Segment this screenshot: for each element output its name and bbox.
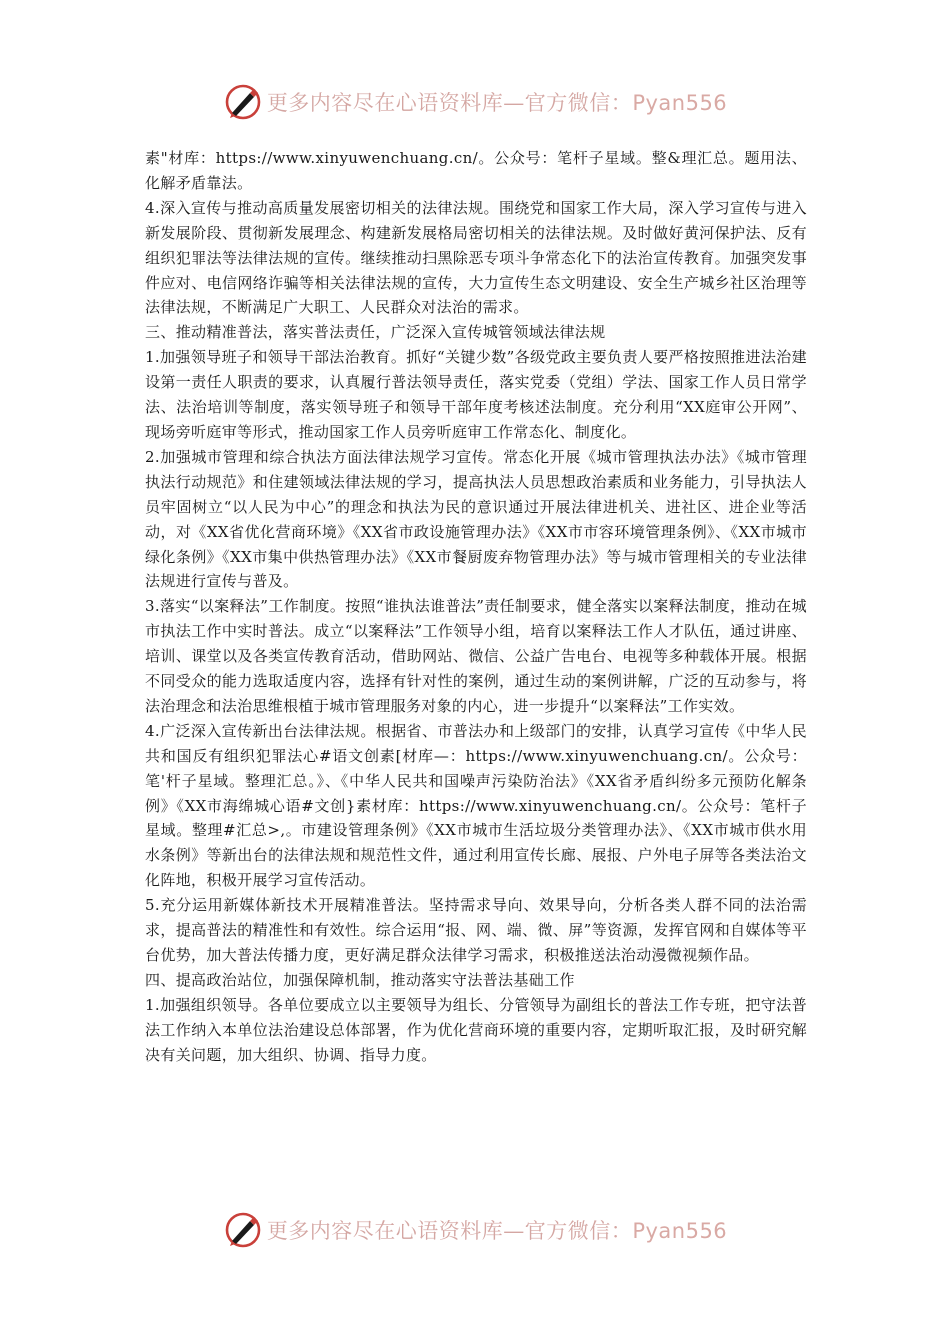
section-heading: 三、推动精准普法，落实普法责任，广泛深入宣传城管领域法律法规 <box>145 323 606 342</box>
section-heading: 四、提高政治站位，加强保障机制，推动落实守法普法基础工作 <box>145 970 575 989</box>
body-paragraph: 1.加强领导班子和领导干部法治教育。抓好“关键少数”各级党政主要负责人要严格按照推进法治建设第一责任人职责的要求，认真履行普法领导责任，落实党委（党组）学法、国家工作人员日常学法、法治培训等制度，落实领导班子和领导干部年度考核述法制度。充分利用“XX庭审公开网”、现场旁听庭审等形式，推动国家工作人员旁听庭审工作常态化、制度化。 <box>145 348 807 441</box>
body-paragraph: 3.落实“以案释法”工作制度。按照“谁执法谁普法”责任制要求，健全落实以案释法制度，推动在城市执法工作中实时普法。成立“以案释法”工作领导小组，培育以案释法工作人才队伍，通过讲座、培训、课堂以及各类宣传教育活动，借助网站、微信、公益广告电台、电视等多种载体开展。根据不同受众的能力选取适度内容，选择有针对性的案例，通过生动的案例讲解，广泛的互动参与，将法治理念和法治思维根植于城市管理服务对象的内心，进一步提升“以案释法”工作实效。 <box>145 597 807 715</box>
document-body <box>145 146 807 1068</box>
banner-title <box>267 87 727 117</box>
banner-wechat-id: Pyan556 <box>632 1219 728 1243</box>
body-paragraph: 4.深入宣传与推动高质量发展密切相关的法律法规。围绕党和国家工作大局，深入学习宣传与进入新发展阶段、贯彻新发展理念、构建新发展格局密切相关的法律法规。及时做好黄河保护法、反有组织犯罪法等法律法规的宣传。继续推动扫黑除恶专项斗争常态化下的法治宣传教育。加强突发事件应对、电信网络诈骗等相关法律法规的宣传，大力宣传生态文明建设、安全生产城乡社区治理等法律法规，不断满足广大职工、人民群众对法治的需求。 <box>145 198 807 317</box>
pen-logo-icon <box>223 82 263 122</box>
banner-title-text: 更多内容尽在心语资料库—官方微信： <box>266 1219 633 1243</box>
banner-title-text: 更多内容尽在心语资料库—官方微信： <box>266 91 633 115</box>
banner-wechat-id: Pyan556 <box>632 91 728 115</box>
body-paragraph: 5.充分运用新媒体新技术开展精准普法。坚持需求导向、效果导向，分析各类人群不同的法治需求，提高普法的精准性和有效性。综合运用“报、网、端、微、屏”等资源，发挥官网和自媒体等平台优势，加大普法传播力度，更好满足群众法律学习需求，积极推送法治动漫微视频作品。 <box>145 896 807 964</box>
body-paragraph: 4.广泛深入宣传新出台法律法规。根据省、市普法办和上级部门的安排，认真学习宣传《中华人民共和国反有组织犯罪法心#语文创素[材库—：https://www.xinyuwenchuang.cn/。公众号：笔'杆子星域。整理汇总。》、《中华人民共和国噪声污染防治法》《XX省矛盾纠纷多元预防化解条例》《XX市海绵城心语#文创}素材库：https://www.xinyuwenchuang.cn/。公众号：笔杆子星域。整理#汇总>,。市建设管理条例》《XX市城市生活垃圾分类管理办法》、《XX市城市供水用水条例》等新出台的法律法规和规范性文件，通过利用宣传长廊、展报、户外电子屏等各类法治文化阵地，积极开展学习宣传活动。 <box>145 721 807 890</box>
body-paragraph: 2.加强城市管理和综合执法方面法律法规学习宣传。常态化开展《城市管理执法办法》《城市管理执法行动规范》和住建领域法律法规的学习，提高执法人员思想政治素质和业务能力，引导执法人员牢固树立“以人民为中心”的理念和执法为民的意识通过开展法律进机关、进社区、进企业等活动，对《XX省优化营商环境》《XX省市政设施管理办法》《XX市市容环境管理条例》、《XX市城市绿化条例》《XX市集中供热管理办法》《XX市餐厨废弃物管理办法》等与城市管理相关的专业法律法规进行宣传与普及。 <box>145 447 807 591</box>
body-paragraph: 1.加强组织领导。各单位要成立以主要领导为组长、分管领导为副组长的普法工作专班，把守法普法工作纳入本单位法治建设总体部署，作为优化营商环境的重要内容，定期听取汇报，及时研究解决有关问题，加大组织、协调、指导力度。 <box>145 995 807 1064</box>
banner-title <box>267 1215 727 1245</box>
footer-banner <box>0 1208 950 1252</box>
body-paragraph: 素"材库：https://www.xinyuwenchuang.cn/。公众号：笔杆子星域。整&理汇总。题用法、化解矛盾靠法。 <box>145 149 807 192</box>
pen-logo-icon <box>223 1210 263 1250</box>
header-banner <box>0 80 950 124</box>
